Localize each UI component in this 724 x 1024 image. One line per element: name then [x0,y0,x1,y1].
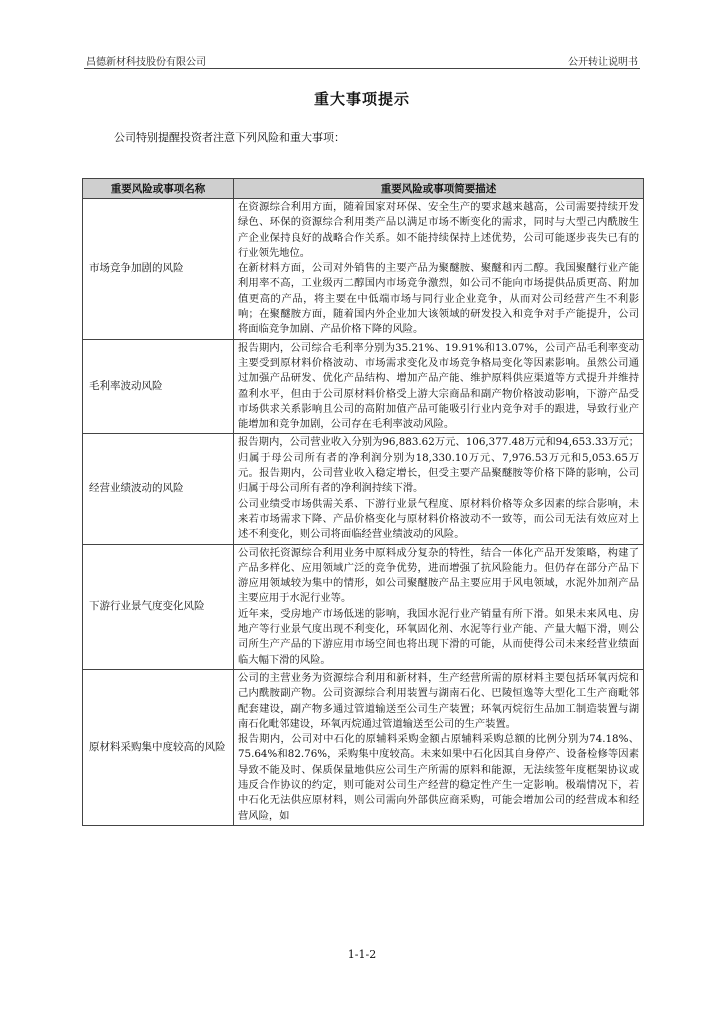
risk-paragraph: 报告期内，公司对中石化的原辅料采购金额占原辅料采购总额的比例分别为74.18%、75.64%和82.76%，采购集中度较高。未来如果中石化因其自身停产、设备检修等因素导致不能及时、保质保量地供应公司生产所需的原料和能源，无法续签年度框架协议或违反合作协议的约定，则可能对公司生产经营的稳定性产生一定影响。极端情况下，若中石化无法供应原材料，则公司需向外部供应商采购，可能会增加公司的经营成本和经营风险，如 [238,733,639,822]
table-row [83,669,644,825]
header-document-type: 公开转让说明书 [568,57,638,68]
risk-description [234,199,644,340]
risk-name: 毛利率波动风险 [83,339,234,434]
risk-name: 市场竞争加剧的风险 [83,199,234,340]
risk-paragraph: 公司的主营业务为资源综合利用和新材料，生产经营所需的原材料主要包括环氧丙烷和己内酰胺副产物。公司资源综合利用装置与湖南石化、巴陵恒逸等大型化工生产商毗邻配套建设，副产物多通过管道输送至公司生产装置；环氧丙烷衍生品加工制造装置与湖南石化毗邻建设，环氧丙烷通过管道输送至公司的生产装置。 [238,671,639,730]
risk-paragraph: 公司依托资源综合利用业务中原料成分复杂的特性，结合一体化产品开发策略，构建了产品多样化、应用领域广泛的竞争优势，进而增强了抗风险能力。但仍存在部分产品下游应用领域较为集中的情形，如公司聚醚胺产品主要应用于风电领域，水泥外加剂产品主要应用于水泥行业等。 [238,546,639,605]
intro-text: 公司特别提醒投资者注意下列风险和重大事项： [114,131,345,144]
risk-description [234,669,644,825]
risk-name: 下游行业景气度变化风险 [83,544,234,669]
risk-description [234,339,644,434]
risk-description [234,434,644,544]
risk-name: 经营业绩波动的风险 [83,434,234,544]
risk-paragraph: 在资源综合利用方面，随着国家对环保、安全生产的要求越来越高，公司需要持续开发绿色、环保的资源综合利用类产品以满足市场不断变化的需求，同时与大型己内酰胺生产企业保持良好的战略合作关系。如不能持续保持上述优势，公司可能逐步丧失已有的行业领先地位。 [238,201,639,259]
table-row [83,339,644,434]
table-row [83,544,644,669]
risk-paragraph: 报告期内，公司综合毛利率分别为35.21%、19.91%和13.07%，公司产品毛利率变动主要受到原材料价格波动、市场需求变化及市场竞争格局变化等因素影响。虽然公司通过加强产品研发、优化产品结构、增加产品产能、维护原料供应渠道等方式提升并维持盈利水平，但由于公司原材料价格受上游大宗商品和副产物价格波动影响，下游产品受市场供求关系影响且公司的高附加值产品可能吸引行业内竞争对手的跟进，导致行业产能增加和竞争加剧，公司存在毛利率波动风险。 [238,341,639,431]
risk-paragraph: 近年来，受房地产市场低迷的影响，我国水泥行业产销量有所下滑。如果未来风电、房地产等行业景气度出现不利变化，环氧固化剂、水泥等行业产能、产量大幅下滑，则公司所生产产品的下游应用市场空间也将出现下滑的可能，从而使得公司未来经营业绩面临大幅下滑的风险。 [238,607,639,666]
table-header-row [83,179,644,199]
risk-table [82,178,644,826]
risk-description [234,544,644,669]
page-title: 重大事项提示 [313,90,410,108]
page-header [84,50,640,69]
header-risk-name: 重要风险或事项名称 [83,179,234,199]
table-row [83,434,644,544]
risk-paragraph: 公司业绩受市场供需关系、下游行业景气程度、原材料价格等众多因素的综合影响，未来若市场需求下降、产品价格变化与原材料价格波动不一致等，而公司无法有效应对上述不利变化，则公司将面临经营业绩波动的风险。 [238,497,639,541]
risk-name: 原材料采购集中度较高的风险 [83,669,234,825]
risk-paragraph: 在新材料方面，公司对外销售的主要产品为聚醚胺、聚醚和丙二醇。我国聚醚行业产能利用率不高，工业级丙二醇国内市场竞争激烈，如公司不能向市场提供品质更高、附加值更高的产品，将主要在中低端市场与同行业企业竞争，从而对公司经营产生不利影响；在聚醚胺方面，随着国内外企业加大该领域的研发投入和竞争对手产能提升，公司将面临竞争加剧、产品价格下降的风险。 [238,262,639,336]
risk-paragraph: 报告期内，公司营业收入分别为96,883.62万元、106,377.48万元和94,653.33万元；归属于母公司所有者的净利润分别为18,330.10万元、7,976.53万元和5,053.65万元。报告期内，公司营业收入稳定增长，但受主要产品聚醚胺等价格下降的影响，公司归属于母公司所有者的净利润持续下滑。 [238,436,639,495]
page-number: 1-1-2 [347,948,377,961]
table-row [83,199,644,340]
header-risk-description: 重要风险或事项简要描述 [234,179,644,199]
header-company-name: 昌德新材科技股份有限公司 [86,57,206,68]
